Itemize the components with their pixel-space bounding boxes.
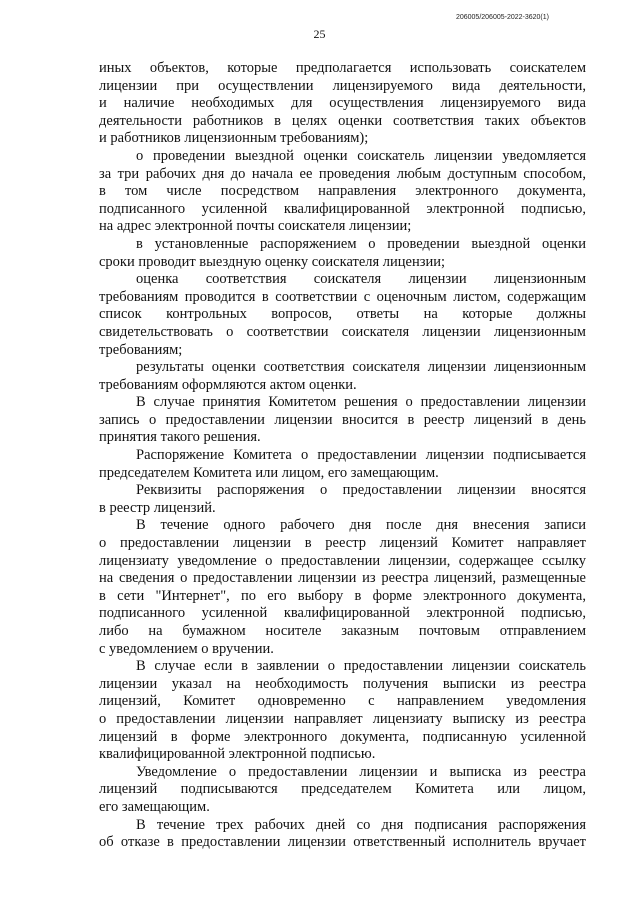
paragraph	[99, 447, 586, 482]
text-line: лицензий подписываются председателем Комитета или лицом,	[99, 781, 586, 798]
text-line: и работников лицензионным требованиям);	[99, 130, 369, 147]
paragraph	[99, 764, 586, 817]
text-line: Распоряжение Комитета о предоставлении лицензии подписывается	[136, 447, 586, 464]
text-line: о предоставлении лицензии направляет лицензиату выписку из реестра	[99, 710, 586, 727]
text-line: запись о предоставлении лицензии вносится в реестр лицензий в день	[99, 411, 586, 428]
text-line: либо на бумажном носителе заказным почтовым отправлением	[99, 623, 586, 639]
text-line: В случае принятия Комитетом решения о предоставлении лицензии	[136, 394, 586, 411]
text-line: результаты оценки соответствия соискателя лицензии лицензионным	[136, 359, 586, 376]
paragraph	[99, 236, 586, 271]
text-line: об отказе в предоставлении лицензии ответственный исполнитель вручает	[99, 834, 586, 851]
text-line: лицензии при осуществлении лицензируемого вида деятельности,	[99, 77, 586, 94]
text-line: список контрольных вопросов, ответы на которые должны	[99, 306, 586, 323]
text-line: Уведомление о предоставлении лицензии и выписка из реестра	[136, 763, 586, 780]
text-line: в том числе посредством направления электронного документа,	[99, 183, 586, 200]
text-line: и наличие необходимых для осуществления лицензируемого вида	[99, 95, 586, 112]
text-line: деятельности работников в целях оценки соответствия таких объектов	[99, 112, 586, 129]
paragraph	[99, 482, 586, 517]
text-line: на адрес электронной почты соискателя лицензии;	[99, 218, 412, 235]
text-line: сроки проводит выездную оценку соискателя лицензии;	[99, 253, 446, 270]
text-line: Реквизиты распоряжения о предоставлении лицензии вносятся	[136, 482, 586, 499]
paragraph	[99, 517, 586, 658]
text-line: требованиям оформляются актом оценки.	[99, 376, 357, 393]
text-line: требованиям;	[99, 341, 183, 358]
text-line: квалифицированной электронной подписью.	[99, 746, 376, 763]
paragraph	[99, 271, 586, 359]
paragraph	[99, 658, 586, 764]
document-id: 206005/206005-2022-3620(1)	[455, 14, 549, 21]
paragraph	[99, 60, 586, 148]
text-line: свидетельствовать о соответствии соискателя лицензии лицензионным	[99, 323, 586, 340]
text-line: на сведения о предоставлении лицензии из реестра лицензий, размещенные	[99, 570, 586, 587]
text-line: с уведомлением о вручении.	[99, 640, 274, 657]
text-line: председателем Комитета или лицом, его замещающим.	[99, 464, 439, 481]
text-line: в реестр лицензий.	[99, 499, 216, 516]
text-line: лицензий в форме электронного документа, подписанную усиленной	[99, 728, 586, 745]
text-line: оценка соответствия соискателя лицензии лицензионным	[136, 271, 586, 288]
paragraph	[99, 394, 586, 447]
text-line: подписанного усиленной квалифицированной электронной подписью,	[99, 605, 586, 622]
text-line: в сети "Интернет", по его выбору в форме электронного документа,	[99, 587, 586, 604]
text-line: за три рабочих дня до начала ее проведения любым доступным способом,	[99, 165, 586, 182]
text-line: требованиям проводится в соответствии с оценочным листом, содержащим	[99, 288, 586, 305]
page-number: 25	[313, 27, 326, 41]
text-line: подписанного усиленной квалифицированной электронной подписью,	[99, 200, 586, 217]
text-line: принятия такого решения.	[99, 429, 261, 446]
text-line: в установленные распоряжением о проведении выездной оценки	[136, 235, 586, 252]
text-line: о проведении выездной оценки соискатель лицензии уведомляется	[136, 147, 586, 164]
text-line: иных объектов, которые предполагается использовать соискателем	[99, 60, 586, 76]
paragraph	[99, 148, 586, 236]
text-line: лицензий, Комитет одновременно с направлением уведомления	[99, 693, 586, 710]
text-line: лицензии указал на необходимость получения выписки из реестра	[99, 675, 586, 692]
text-line: его замещающим.	[99, 798, 210, 815]
paragraph	[99, 359, 586, 394]
text-line: В течение одного рабочего дня после дня внесения записи	[136, 517, 586, 534]
text-line: В случае если в заявлении о предоставлении лицензии соискатель	[136, 658, 586, 675]
paragraph	[99, 817, 586, 852]
text-line: В течение трех рабочих дней со дня подписания распоряжения	[136, 816, 586, 833]
text-line: о предоставлении лицензии в реестр лицензий Комитет направляет	[99, 535, 586, 552]
text-line: лицензиату уведомление о предоставлении лицензии, содержащее ссылку	[99, 552, 586, 569]
document-body	[99, 60, 586, 852]
